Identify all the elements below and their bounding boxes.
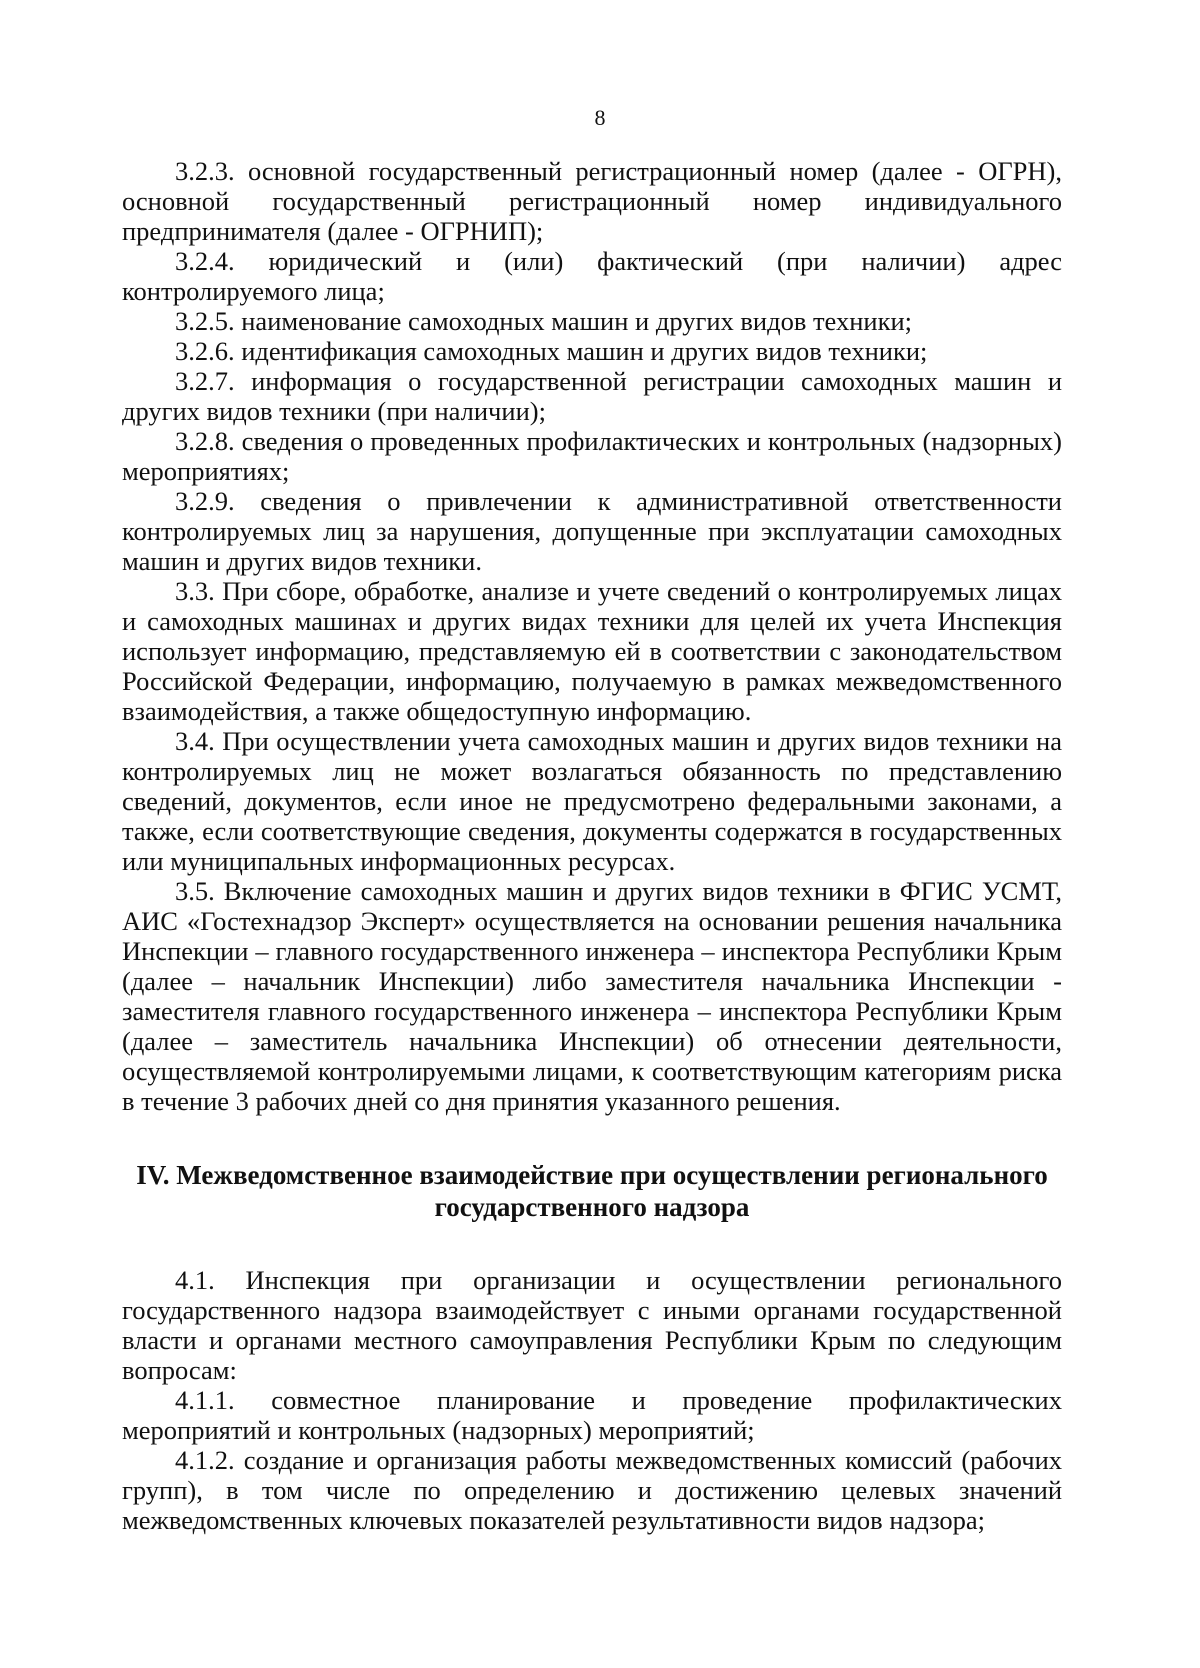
- clause-3-3: 3.3. При сборе, обработке, анализе и учете сведений о контролируемых лицах и самоходных машинах и других видах техники для целей их учета Инспекция использует информацию, представляемую ей в соответствии с законодательством Российской Федерации, информацию, получаемую в рамках межведомственного взаимодействия, а также общедоступную информацию.: [122, 576, 1062, 726]
- document-body: [122, 156, 1062, 1535]
- page-number: 8: [594, 105, 606, 130]
- clause-4-1-1: 4.1.1. совместное планирование и проведение профилактических мероприятий и контрольных (надзорных) мероприятий;: [122, 1385, 1062, 1445]
- clause-3-2-4: 3.2.4. юридический и (или) фактический (при наличии) адрес контролируемого лица;: [122, 246, 1062, 306]
- clause-3-4: 3.4. При осуществлении учета самоходных машин и других видов техники на контролируемых лиц не может возлагаться обязанность по представлению сведений, документов, если иное не предусмотрено федеральными законами, а также, если соответствующие сведения, документы содержатся в государственных или муниципальных информационных ресурсах.: [122, 726, 1062, 876]
- clause-3-2-9: 3.2.9. сведения о привлечении к административной ответственности контролируемых лиц за нарушения, допущенные при эксплуатации самоходных машин и других видов техники.: [122, 486, 1062, 576]
- clause-3-2-3: 3.2.3. основной государственный регистрационный номер (далее - ОГРН), основной государственный регистрационный номер индивидуального предпринимателя (далее - ОГРНИП);: [122, 156, 1062, 246]
- clause-3-2-7: 3.2.7. информация о государственной регистрации самоходных машин и других видов техники (при наличии);: [122, 366, 1062, 426]
- clause-4-1-2: 4.1.2. создание и организация работы межведомственных комиссий (рабочих групп), в том числе по определению и достижению целевых значений межведомственных ключевых показателей результативности видов надзора;: [122, 1445, 1062, 1535]
- clause-4-1: 4.1. Инспекция при организации и осуществлении регионального государственного надзора взаимодействует с иными органами государственной власти и органами местного самоуправления Республики Крым по следующим вопросам:: [122, 1265, 1062, 1385]
- clause-3-2-8: 3.2.8. сведения о проведенных профилактических и контрольных (надзорных) мероприятиях;: [122, 426, 1062, 486]
- clause-3-5: 3.5. Включение самоходных машин и других видов техники в ФГИС УСМТ, АИС «Гостехнадзор Эксперт» осуществляется на основании решения начальника Инспекции – главного государственного инженера – инспектора Республики Крым (далее – начальник Инспекции) либо заместителя начальника Инспекции - заместителя главного государственного инженера – инспектора Республики Крым (далее – заместитель начальника Инспекции) об отнесении деятельности, осуществляемой контролируемыми лицами, к соответствующим категориям риска в течение 3 рабочих дней со дня принятия указанного решения.: [122, 876, 1062, 1116]
- clause-3-2-5: 3.2.5. наименование самоходных машин и других видов техники;: [175, 306, 912, 336]
- clause-3-2-6: 3.2.6. идентификация самоходных машин и других видов техники;: [175, 336, 928, 366]
- section-heading: IV. Межведомственное взаимодействие при осуществлении регионального государственного надзора: [136, 1160, 1048, 1222]
